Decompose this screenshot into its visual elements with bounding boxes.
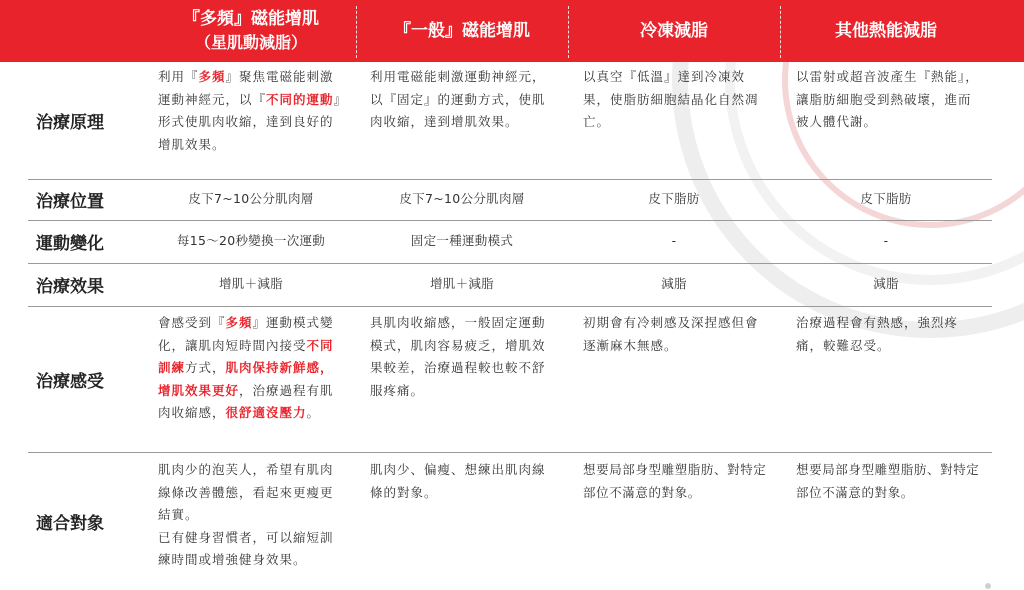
text-segment: 』形式使肌肉收縮，達到良好的增肌效果。 bbox=[158, 91, 341, 152]
cell-principle-general: 利用電磁能刺激運動神經元，以『固定』的運動方式，使肌肉收縮，達到增肌效果。 bbox=[370, 69, 546, 129]
cell-principle-cryo: 以真空『低溫』達到冷凍效果，使脂肪細胞結晶化自然凋亡。 bbox=[583, 69, 759, 129]
table-header bbox=[0, 0, 1024, 62]
cell-feeling-cryo: 初期會有冷刺感及深捏感但會逐漸麻木無感。 bbox=[583, 315, 759, 353]
row-label-location: 治療位置 bbox=[36, 192, 104, 212]
header-col3-title: 冷凍減脂 bbox=[640, 21, 708, 41]
cell-location-general: 皮下7~10公分肌肉層 bbox=[399, 191, 525, 207]
page-dot bbox=[985, 583, 991, 589]
cell-effect-general: 增肌＋減脂 bbox=[429, 276, 494, 292]
text-segment: 。 bbox=[306, 405, 321, 420]
cell-effect-heat: 減脂 bbox=[873, 276, 899, 292]
highlight-text: 多頻 bbox=[225, 315, 253, 330]
cell-variation-cryo: - bbox=[671, 233, 677, 249]
cell-location-heat: 皮下脂肪 bbox=[860, 191, 912, 207]
cell-variation-general: 固定一種運動模式 bbox=[410, 233, 514, 249]
row-divider bbox=[28, 452, 992, 453]
text-segment: 會感受到『 bbox=[158, 315, 226, 330]
cell-principle-multi bbox=[158, 66, 342, 156]
header-col2-title: 『一般』磁能增肌 bbox=[394, 21, 530, 41]
cell-target-multi bbox=[158, 459, 342, 572]
target-paragraph: 肌肉少的泡芙人，希望有肌肉線條改善體態，看起來更瘦更結實。 bbox=[158, 462, 334, 522]
highlight-text: 多頻 bbox=[198, 69, 226, 84]
cell-target-general: 肌肉少、偏瘦、想練出肌肉線條的對象。 bbox=[370, 462, 546, 500]
cell-target-heat: 想要局部身型雕塑脂肪、對特定部位不滿意的對象。 bbox=[796, 462, 980, 500]
text-segment: 』聚焦電磁能刺激運動神經元，以『 bbox=[158, 69, 334, 107]
header-col1-subtitle: （星肌動減脂） bbox=[194, 33, 307, 52]
cell-effect-multi: 增肌＋減脂 bbox=[218, 276, 283, 292]
cell-target-cryo: 想要局部身型雕塑脂肪、對特定部位不滿意的對象。 bbox=[583, 462, 767, 500]
row-label-principle: 治療原理 bbox=[36, 113, 104, 133]
header-col-general bbox=[356, 0, 568, 62]
cell-variation-multi: 每15～20秒變換一次運動 bbox=[176, 233, 326, 249]
row-label-effect: 治療效果 bbox=[36, 277, 104, 297]
highlight-text: 肌肉保持新鮮感，增肌效果更好 bbox=[158, 360, 334, 398]
highlight-text: 很舒適沒壓力 bbox=[225, 405, 307, 420]
cell-location-cryo: 皮下脂肪 bbox=[648, 191, 700, 207]
cell-location-multi: 皮下7~10公分肌肉層 bbox=[188, 191, 314, 207]
header-col-cryo bbox=[568, 0, 780, 62]
cell-feeling-heat: 治療過程會有熱感，強烈疼痛，較難忍受。 bbox=[796, 315, 959, 353]
row-label-feeling: 治療感受 bbox=[36, 371, 104, 392]
text-segment: 』運動模式變化，讓肌肉短時間內接受 bbox=[158, 315, 334, 353]
header-col1-title: 『多頻』磁能增肌 bbox=[183, 9, 319, 29]
row-label-variation: 運動變化 bbox=[36, 234, 104, 254]
row-label-target: 適合對象 bbox=[36, 513, 104, 534]
cell-variation-heat: - bbox=[883, 233, 889, 249]
cell-effect-cryo: 減脂 bbox=[661, 276, 687, 292]
row-divider bbox=[28, 306, 992, 307]
cell-principle-heat: 以雷射或超音波產生『熱能』，讓脂肪細胞受到熱破壞，進而被人體代謝。 bbox=[796, 69, 979, 129]
highlight-text: 不同訓練 bbox=[158, 337, 334, 375]
header-col4-title: 其他熱能減脂 bbox=[835, 21, 937, 41]
highlight-text: 不同的運動 bbox=[266, 91, 334, 107]
header-col-multi-frequency bbox=[146, 0, 356, 62]
text-segment: ，治療過程有肌肉收縮感， bbox=[158, 382, 334, 420]
target-paragraph: 已有健身習慣者，可以縮短訓練時間或增強健身效果。 bbox=[158, 529, 334, 567]
cell-feeling-multi bbox=[158, 312, 342, 425]
text-segment: 利用『 bbox=[158, 69, 199, 84]
cell-feeling-general: 具肌肉收縮感，一般固定運動模式，肌肉容易疲乏，增肌效果較差，治療過程較也較不舒服疼痛。 bbox=[370, 315, 546, 398]
header-col-heat bbox=[780, 0, 992, 62]
text-segment: 方式， bbox=[185, 360, 226, 375]
